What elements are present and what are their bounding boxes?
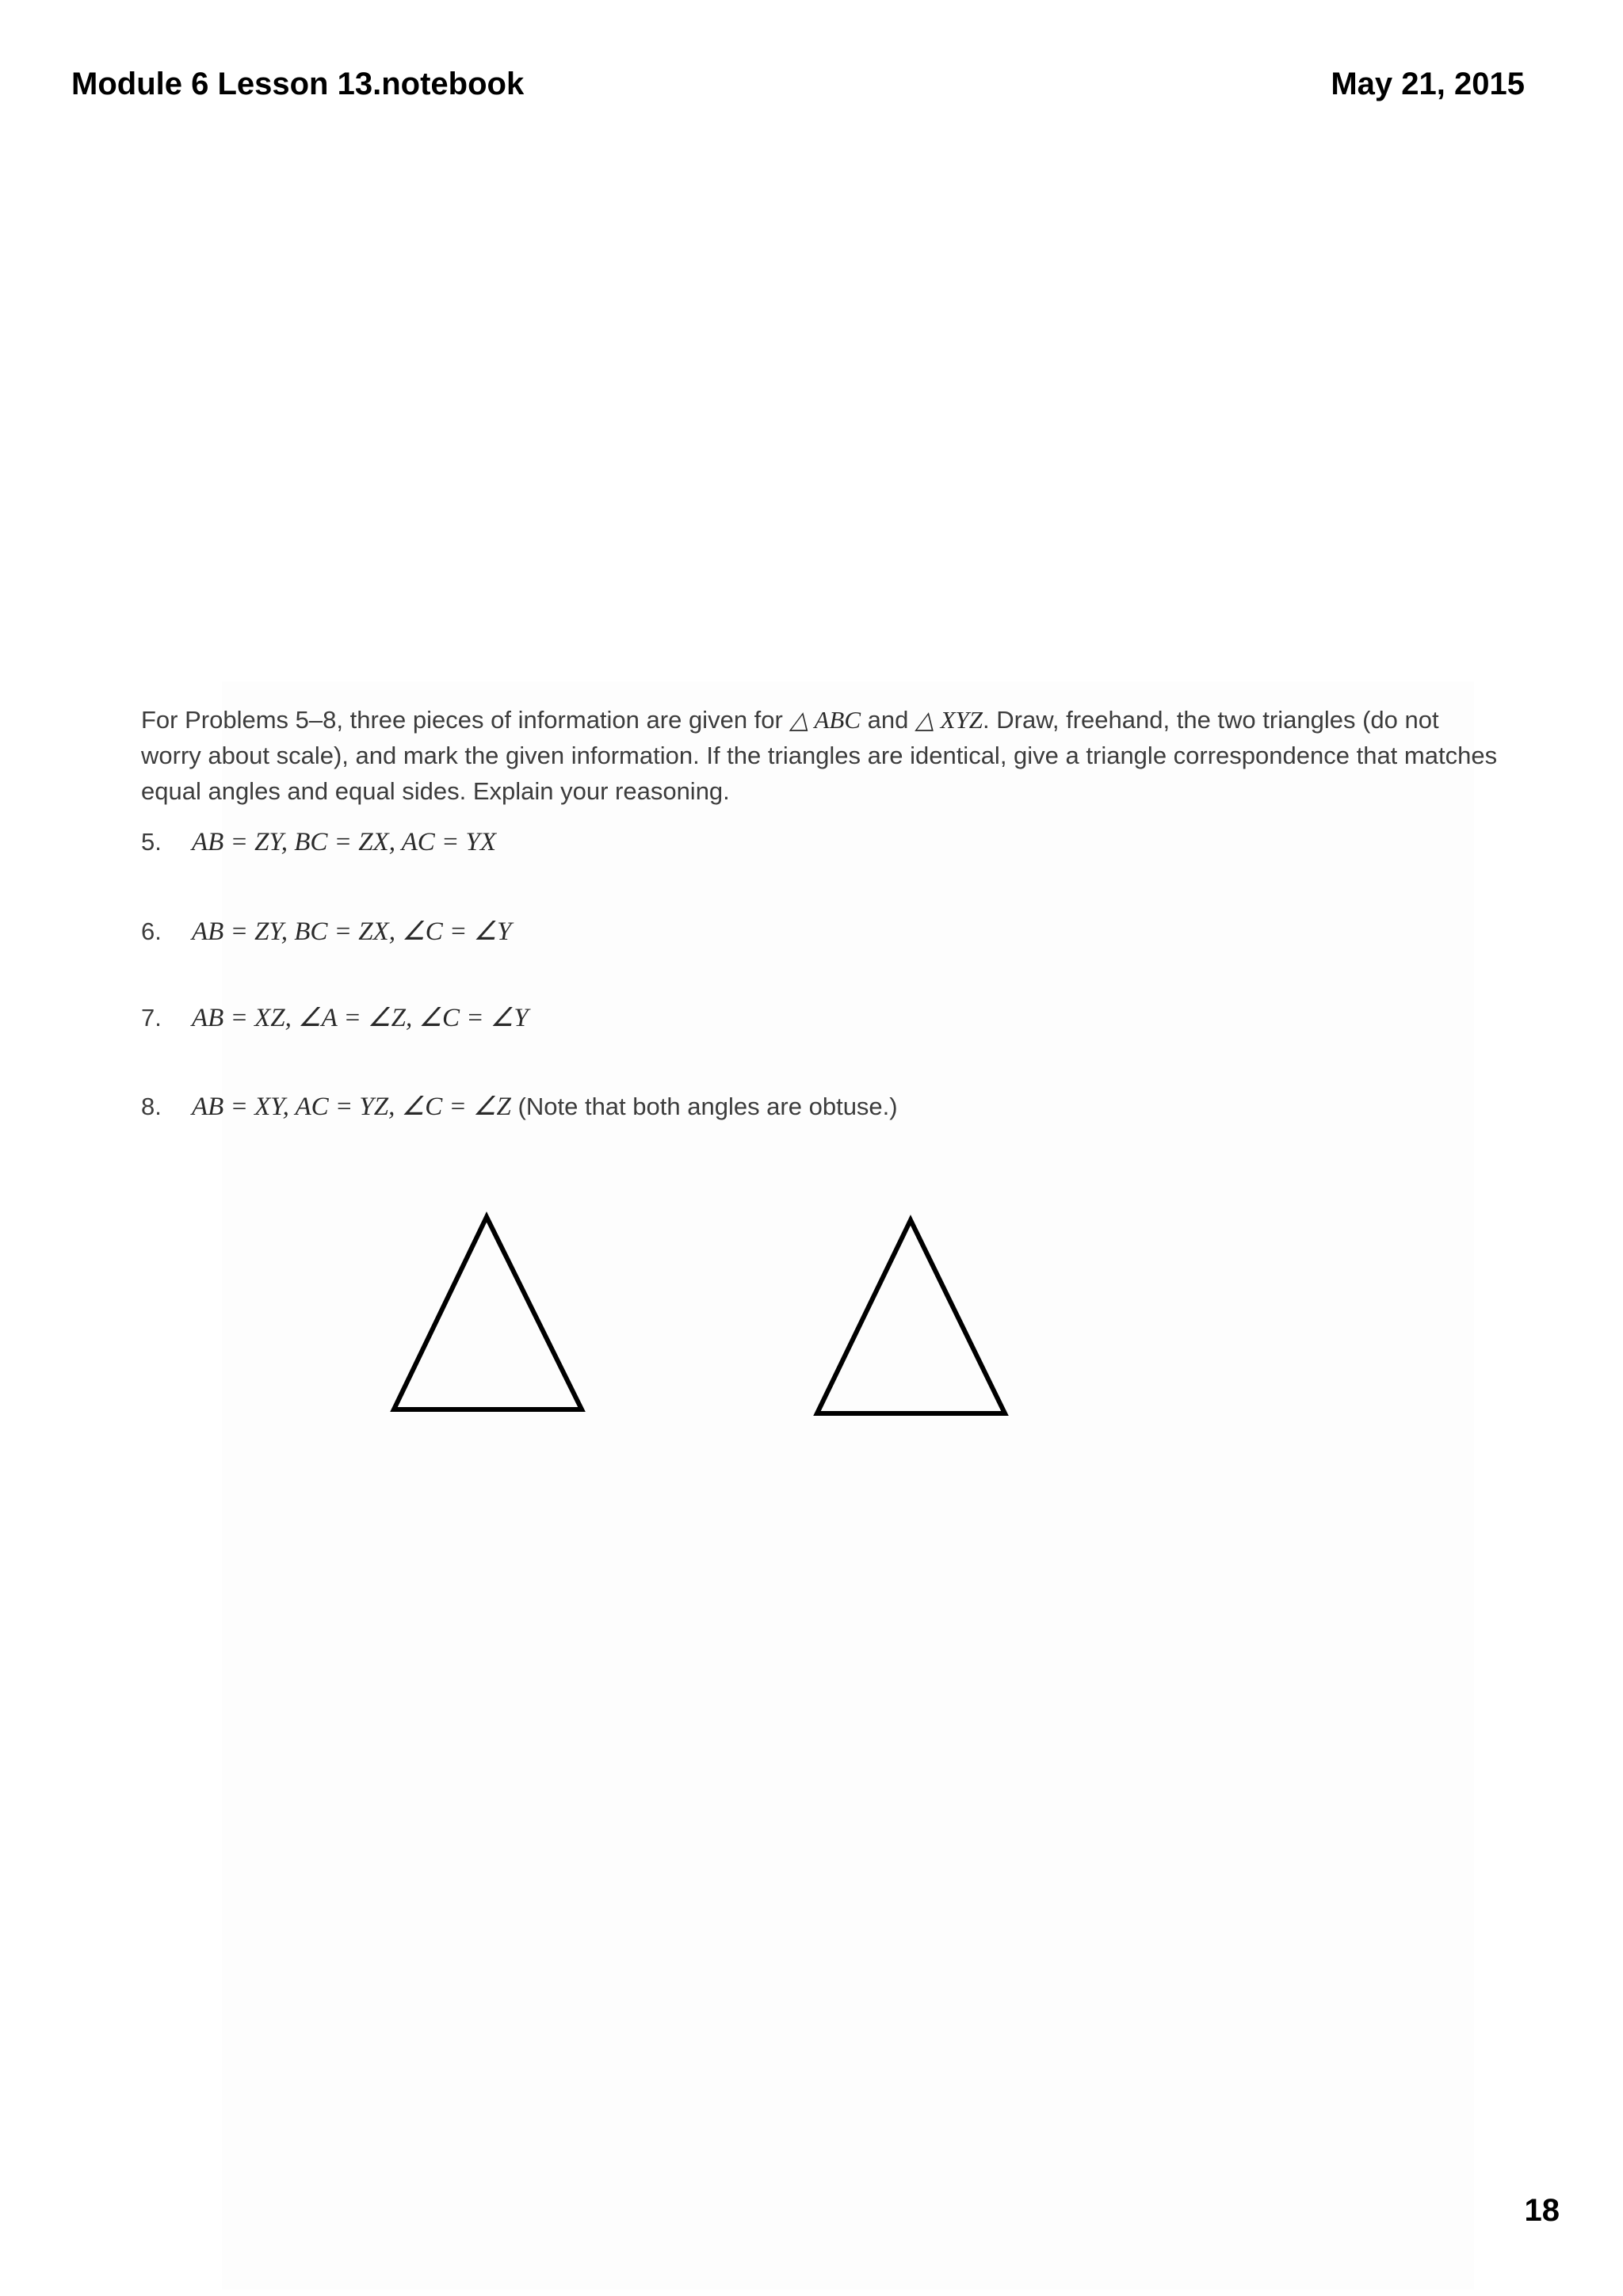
- problem-number: 6.: [141, 917, 162, 945]
- triangle-left: [394, 1217, 582, 1409]
- intro-part1: For Problems 5–8, three pieces of information are given for: [141, 706, 790, 734]
- problem-expression: AB = ZY, BC = ZX, AC = YX: [192, 828, 497, 856]
- problem-number: 8.: [141, 1093, 162, 1120]
- triangle-right: [817, 1220, 1005, 1413]
- problem-expression: AB = XZ, ∠A = ∠Z, ∠C = ∠Y: [192, 1004, 529, 1032]
- triangle-abc-label: △ ABC: [789, 706, 861, 734]
- problem-number: 7.: [141, 1004, 162, 1032]
- intro-and: and: [861, 706, 916, 734]
- triangle-xyz-label: △ XYZ: [915, 706, 983, 734]
- intro-part2: . Draw, freehand, the two triangles (do not worry about scale), and mark the given information. If the triangles are identical, give a triangle correspondence that matches equal angles and equal sides. Explain your reasoning.: [141, 706, 1498, 805]
- problem-expression: AB = XY, AC = YZ, ∠C = ∠Z: [192, 1093, 511, 1121]
- notebook-title: Module 6 Lesson 13.notebook: [71, 67, 525, 101]
- problem-number: 5.: [141, 828, 162, 856]
- problem-note: (Note that both angles are obtuse.): [510, 1093, 898, 1120]
- problem-expression: AB = ZY, BC = ZX, ∠C = ∠Y: [192, 917, 512, 946]
- page-date: May 21, 2015: [1331, 67, 1525, 101]
- page-number: 18: [1524, 2193, 1560, 2228]
